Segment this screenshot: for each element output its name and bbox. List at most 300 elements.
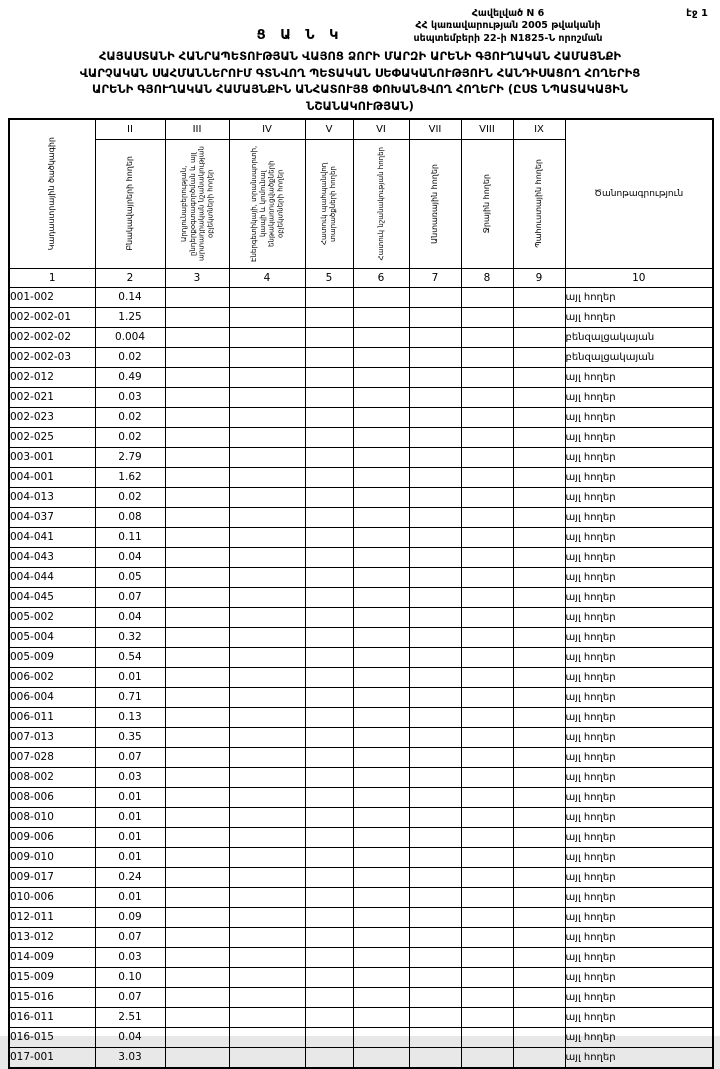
- empty-cell: [409, 407, 461, 427]
- empty-cell: [353, 907, 409, 927]
- empty-cell: [409, 887, 461, 907]
- empty-cell: [305, 387, 353, 407]
- empty-cell: [353, 387, 409, 407]
- header-cadastral-code: [9, 119, 95, 268]
- empty-cell: [513, 567, 565, 587]
- empty-cell: [229, 947, 305, 967]
- empty-cell: [229, 967, 305, 987]
- settlement-area-cell: 0.03: [95, 947, 165, 967]
- empty-cell: [165, 587, 229, 607]
- empty-cell: [513, 467, 565, 487]
- empty-cell: [165, 947, 229, 967]
- empty-cell: [409, 967, 461, 987]
- settlement-area-cell: 0.49: [95, 367, 165, 387]
- empty-cell: [409, 727, 461, 747]
- page-number: էջ 1: [686, 8, 708, 19]
- empty-cell: [353, 787, 409, 807]
- empty-cell: [513, 527, 565, 547]
- cadastral-code-cell: 010-006: [9, 887, 95, 907]
- empty-cell: [305, 287, 353, 307]
- land-transfer-table: [8, 118, 714, 1069]
- table-row: [9, 567, 713, 587]
- empty-cell: [229, 767, 305, 787]
- note-cell: այլ հողեր: [565, 427, 713, 447]
- empty-cell: [165, 867, 229, 887]
- note-cell: այլ հողեր: [565, 307, 713, 327]
- empty-cell: [461, 627, 513, 647]
- empty-cell: [409, 327, 461, 347]
- settlement-area-cell: 0.02: [95, 487, 165, 507]
- empty-cell: [353, 647, 409, 667]
- empty-cell: [461, 747, 513, 767]
- empty-cell: [461, 647, 513, 667]
- empty-cell: [513, 387, 565, 407]
- note-cell: այլ հողեր: [565, 1047, 713, 1068]
- cadastral-code-cell: 015-016: [9, 987, 95, 1007]
- empty-cell: [165, 487, 229, 507]
- empty-cell: [305, 447, 353, 467]
- table-row: [9, 867, 713, 887]
- note-cell: այլ հողեր: [565, 787, 713, 807]
- empty-cell: [165, 687, 229, 707]
- empty-cell: [229, 447, 305, 467]
- empty-cell: [229, 507, 305, 527]
- empty-cell: [409, 287, 461, 307]
- table-row: [9, 587, 713, 607]
- empty-cell: [305, 987, 353, 1007]
- note-cell: այլ հողեր: [565, 827, 713, 847]
- empty-cell: [513, 447, 565, 467]
- empty-cell: [305, 807, 353, 827]
- header-reserve-lands: Պահուստային հողեր: [513, 139, 565, 268]
- header-special-purpose-lands: Հատուկ նշանակության հողեր: [353, 139, 409, 268]
- cadastral-code-cell: 002-002-01: [9, 307, 95, 327]
- note-cell: այլ հողեր: [565, 867, 713, 887]
- empty-cell: [229, 747, 305, 767]
- note-cell: այլ հողեր: [565, 547, 713, 567]
- empty-cell: [513, 947, 565, 967]
- empty-cell: [305, 1027, 353, 1047]
- roman-numeral: IV: [229, 119, 305, 139]
- column-number: 8: [461, 268, 513, 287]
- empty-cell: [165, 707, 229, 727]
- empty-cell: [305, 527, 353, 547]
- empty-cell: [353, 407, 409, 427]
- table-row: [9, 307, 713, 327]
- settlement-area-cell: 0.14: [95, 287, 165, 307]
- settlement-area-cell: 0.02: [95, 347, 165, 367]
- note-cell: այլ հողեր: [565, 1027, 713, 1047]
- empty-cell: [409, 627, 461, 647]
- settlement-area-cell: 0.02: [95, 427, 165, 447]
- note-cell: այլ հողեր: [565, 447, 713, 467]
- settlement-area-cell: 2.51: [95, 1007, 165, 1027]
- empty-cell: [229, 927, 305, 947]
- empty-cell: [305, 487, 353, 507]
- empty-cell: [409, 567, 461, 587]
- table-row: [9, 387, 713, 407]
- cadastral-code-cell: 015-009: [9, 967, 95, 987]
- settlement-area-cell: 2.79: [95, 447, 165, 467]
- empty-cell: [229, 987, 305, 1007]
- empty-cell: [461, 1027, 513, 1047]
- table-row: [9, 847, 713, 867]
- empty-cell: [229, 367, 305, 387]
- note-cell: այլ հողեր: [565, 947, 713, 967]
- empty-cell: [353, 467, 409, 487]
- note-cell: այլ հողեր: [565, 747, 713, 767]
- empty-cell: [353, 727, 409, 747]
- cadastral-code-cell: 004-037: [9, 507, 95, 527]
- empty-cell: [165, 447, 229, 467]
- empty-cell: [513, 407, 565, 427]
- cadastral-code-cell: 004-043: [9, 547, 95, 567]
- empty-cell: [229, 307, 305, 327]
- empty-cell: [229, 1047, 305, 1068]
- empty-cell: [165, 607, 229, 627]
- empty-cell: [165, 387, 229, 407]
- table-row: [9, 887, 713, 907]
- note-cell: այլ հողեր: [565, 507, 713, 527]
- empty-cell: [513, 1027, 565, 1047]
- cadastral-code-cell: 012-011: [9, 907, 95, 927]
- empty-cell: [229, 627, 305, 647]
- empty-cell: [409, 1007, 461, 1027]
- note-cell: այլ հողեր: [565, 627, 713, 647]
- column-number: 9: [513, 268, 565, 287]
- note-cell: այլ հողեր: [565, 367, 713, 387]
- empty-cell: [513, 587, 565, 607]
- empty-cell: [165, 627, 229, 647]
- empty-cell: [165, 467, 229, 487]
- empty-cell: [409, 307, 461, 327]
- empty-cell: [461, 807, 513, 827]
- empty-cell: [409, 487, 461, 507]
- empty-cell: [229, 587, 305, 607]
- empty-cell: [461, 607, 513, 627]
- empty-cell: [305, 927, 353, 947]
- settlement-area-cell: 0.05: [95, 567, 165, 587]
- header-industrial-lands: Արդյունաբերության, ընդերքօգտագործման և այլ արտադրական նշանակության օբյեկտների հողեր: [165, 139, 229, 268]
- empty-cell: [409, 687, 461, 707]
- empty-cell: [229, 1007, 305, 1027]
- empty-cell: [353, 707, 409, 727]
- empty-cell: [229, 407, 305, 427]
- table-row: [9, 967, 713, 987]
- empty-cell: [461, 1047, 513, 1068]
- empty-cell: [513, 667, 565, 687]
- empty-cell: [305, 507, 353, 527]
- empty-cell: [409, 867, 461, 887]
- settlement-area-cell: 0.32: [95, 627, 165, 647]
- empty-cell: [165, 987, 229, 1007]
- empty-cell: [305, 427, 353, 447]
- header-settlement-lands: Բնակավայրերի հողեր: [95, 139, 165, 268]
- empty-cell: [305, 1047, 353, 1068]
- empty-cell: [513, 487, 565, 507]
- empty-cell: [305, 567, 353, 587]
- cadastral-code-cell: 007-013: [9, 727, 95, 747]
- empty-cell: [353, 287, 409, 307]
- roman-numeral: VIII: [461, 119, 513, 139]
- header-forest-lands: Անտառային հողեր: [409, 139, 461, 268]
- empty-cell: [305, 327, 353, 347]
- empty-cell: [305, 467, 353, 487]
- empty-cell: [305, 607, 353, 627]
- column-number: 10: [565, 268, 713, 287]
- empty-cell: [513, 507, 565, 527]
- empty-cell: [229, 727, 305, 747]
- empty-cell: [513, 827, 565, 847]
- empty-cell: [305, 767, 353, 787]
- cadastral-code-cell: 005-004: [9, 627, 95, 647]
- empty-cell: [229, 387, 305, 407]
- empty-cell: [513, 747, 565, 767]
- empty-cell: [353, 627, 409, 647]
- title-line: ՀԱՅԱՍՏԱՆԻ ՀԱՆՐԱՊԵՏՈՒԹՅԱՆ ՎԱՅՈՑ ՁՈՐԻ ՄԱՐԶԻ ԱՐԵՆԻ ԳՅՈՒՂԱԿԱՆ ՀԱՄԱՅՆՔԻ: [98, 49, 622, 63]
- note-cell: այլ հողեր: [565, 907, 713, 927]
- settlement-area-cell: 0.01: [95, 847, 165, 867]
- note-cell: բենզալցակայան: [565, 327, 713, 347]
- column-number-row: [9, 268, 713, 287]
- table-row: [9, 727, 713, 747]
- settlement-area-cell: 0.04: [95, 607, 165, 627]
- empty-cell: [165, 427, 229, 447]
- settlement-area-cell: 0.01: [95, 827, 165, 847]
- empty-cell: [353, 827, 409, 847]
- cadastral-code-cell: 002-012: [9, 367, 95, 387]
- empty-cell: [461, 487, 513, 507]
- empty-cell: [461, 427, 513, 447]
- empty-cell: [305, 407, 353, 427]
- column-number: 6: [353, 268, 409, 287]
- empty-cell: [353, 887, 409, 907]
- empty-cell: [165, 347, 229, 367]
- empty-cell: [409, 767, 461, 787]
- settlement-area-cell: 0.13: [95, 707, 165, 727]
- empty-cell: [461, 507, 513, 527]
- cadastral-code-cell: 001-002: [9, 287, 95, 307]
- title-line: ՎԱՐՉԱԿԱՆ ՍԱՀՄԱՆՆԵՐՈՒՄ ԳՏՆՎՈՂ ՊԵՏԱԿԱՆ ՍԵՓԱԿԱՆՈՒԹՅՈՒՆ ՀԱՆԴԻՍԱՑՈՂ ՀՈՂԵՐԻՑ: [79, 65, 641, 80]
- note-cell: այլ հողեր: [565, 487, 713, 507]
- empty-cell: [409, 427, 461, 447]
- table-row: [9, 447, 713, 467]
- empty-cell: [305, 747, 353, 767]
- header-note: Ծանոթագրություն: [565, 119, 713, 268]
- table-row: [9, 467, 713, 487]
- settlement-area-cell: 3.03: [95, 1047, 165, 1068]
- note-cell: այլ հողեր: [565, 987, 713, 1007]
- empty-cell: [513, 347, 565, 367]
- appendix-line: սեպտեմբերի 22-ի N1825-Ն որոշման: [413, 32, 603, 44]
- empty-cell: [461, 367, 513, 387]
- empty-cell: [409, 607, 461, 627]
- empty-cell: [165, 287, 229, 307]
- empty-cell: [409, 947, 461, 967]
- cadastral-code-cell: 009-006: [9, 827, 95, 847]
- empty-cell: [229, 1027, 305, 1047]
- empty-cell: [353, 747, 409, 767]
- document-header: [8, 6, 712, 118]
- empty-cell: [305, 547, 353, 567]
- empty-cell: [165, 407, 229, 427]
- settlement-area-cell: 0.07: [95, 987, 165, 1007]
- settlement-area-cell: 0.11: [95, 527, 165, 547]
- cadastral-code-cell: 003-001: [9, 447, 95, 467]
- empty-cell: [461, 687, 513, 707]
- empty-cell: [353, 487, 409, 507]
- note-cell: այլ հողեր: [565, 767, 713, 787]
- note-cell: այլ հողեր: [565, 807, 713, 827]
- empty-cell: [229, 907, 305, 927]
- empty-cell: [165, 567, 229, 587]
- empty-cell: [229, 567, 305, 587]
- note-cell: այլ հողեր: [565, 607, 713, 627]
- empty-cell: [353, 1027, 409, 1047]
- empty-cell: [165, 727, 229, 747]
- empty-cell: [513, 627, 565, 647]
- cadastral-code-cell: 009-010: [9, 847, 95, 867]
- cadastral-code-cell: 014-009: [9, 947, 95, 967]
- empty-cell: [513, 687, 565, 707]
- note-cell: այլ հողեր: [565, 707, 713, 727]
- empty-cell: [229, 787, 305, 807]
- empty-cell: [353, 1047, 409, 1068]
- table-row: [9, 707, 713, 727]
- roman-numeral: VII: [409, 119, 461, 139]
- empty-cell: [165, 827, 229, 847]
- empty-cell: [305, 347, 353, 367]
- title-line: ՆՇԱՆԱԿՈՒԹՅԱՆ): [306, 99, 414, 114]
- empty-cell: [165, 367, 229, 387]
- cadastral-code-cell: 013-012: [9, 927, 95, 947]
- table-row: [9, 747, 713, 767]
- empty-cell: [513, 647, 565, 667]
- empty-cell: [165, 667, 229, 687]
- table-row: [9, 647, 713, 667]
- empty-cell: [409, 707, 461, 727]
- note-cell: այլ հողեր: [565, 647, 713, 667]
- empty-cell: [305, 967, 353, 987]
- empty-cell: [409, 1027, 461, 1047]
- roman-numeral: II: [95, 119, 165, 139]
- empty-cell: [461, 667, 513, 687]
- settlement-area-cell: 0.10: [95, 967, 165, 987]
- empty-cell: [409, 447, 461, 467]
- empty-cell: [461, 347, 513, 367]
- settlement-area-cell: 1.25: [95, 307, 165, 327]
- cadastral-code-cell: 004-045: [9, 587, 95, 607]
- note-cell: այլ հողեր: [565, 567, 713, 587]
- cadastral-code-cell: 006-002: [9, 667, 95, 687]
- title-line: ԱՐԵՆԻ ԳՅՈՒՂԱԿԱՆ ՀԱՄԱՅՆՔԻՆ ԱՆՀԱՏՈՒՅՑ ՓՈԽԱՆՑՎՈՂ ՀՈՂԵՐԻ (ԸՍՏ ՆՊԱՏԱԿԱՅԻՆ: [92, 82, 628, 97]
- empty-cell: [409, 987, 461, 1007]
- empty-cell: [513, 607, 565, 627]
- settlement-area-cell: 0.71: [95, 687, 165, 707]
- empty-cell: [353, 667, 409, 687]
- empty-cell: [353, 587, 409, 607]
- empty-cell: [165, 847, 229, 867]
- empty-cell: [461, 1007, 513, 1027]
- list-heading: Ց Ա Ն Կ: [256, 28, 344, 43]
- empty-cell: [461, 947, 513, 967]
- empty-cell: [461, 287, 513, 307]
- empty-cell: [165, 547, 229, 567]
- cadastral-code-cell: 004-044: [9, 567, 95, 587]
- empty-cell: [513, 727, 565, 747]
- empty-cell: [513, 987, 565, 1007]
- column-number: 3: [165, 268, 229, 287]
- empty-cell: [229, 827, 305, 847]
- empty-cell: [409, 827, 461, 847]
- empty-cell: [461, 827, 513, 847]
- empty-cell: [229, 867, 305, 887]
- empty-cell: [165, 507, 229, 527]
- empty-cell: [409, 787, 461, 807]
- cadastral-code-cell: 009-017: [9, 867, 95, 887]
- empty-cell: [409, 347, 461, 367]
- empty-cell: [229, 667, 305, 687]
- settlement-area-cell: 0.04: [95, 1027, 165, 1047]
- empty-cell: [461, 447, 513, 467]
- empty-cell: [229, 807, 305, 827]
- empty-cell: [229, 847, 305, 867]
- empty-cell: [409, 907, 461, 927]
- note-cell: այլ հողեր: [565, 927, 713, 947]
- empty-cell: [513, 847, 565, 867]
- empty-cell: [229, 547, 305, 567]
- settlement-area-cell: 0.01: [95, 887, 165, 907]
- empty-cell: [305, 1007, 353, 1027]
- empty-cell: [513, 367, 565, 387]
- table-row: [9, 787, 713, 807]
- roman-numeral: IX: [513, 119, 565, 139]
- note-cell: այլ հողեր: [565, 527, 713, 547]
- empty-cell: [409, 647, 461, 667]
- empty-cell: [461, 567, 513, 587]
- empty-cell: [409, 587, 461, 607]
- note-cell: այլ հողեր: [565, 467, 713, 487]
- empty-cell: [353, 867, 409, 887]
- settlement-area-cell: 0.01: [95, 807, 165, 827]
- empty-cell: [305, 647, 353, 667]
- header-energy-transport-lands: Էներգետիկայի, տրանսպորտի, կապի և կոմունալ ենթակառուցվածքների օբյեկտների հողեր: [229, 139, 305, 268]
- empty-cell: [461, 907, 513, 927]
- empty-cell: [461, 987, 513, 1007]
- empty-cell: [353, 567, 409, 587]
- empty-cell: [461, 787, 513, 807]
- settlement-area-cell: 0.24: [95, 867, 165, 887]
- empty-cell: [409, 507, 461, 527]
- empty-cell: [165, 907, 229, 927]
- empty-cell: [461, 467, 513, 487]
- empty-cell: [165, 527, 229, 547]
- roman-numeral: III: [165, 119, 229, 139]
- empty-cell: [353, 507, 409, 527]
- cadastral-code-cell: 008-006: [9, 787, 95, 807]
- settlement-area-cell: 0.09: [95, 907, 165, 927]
- empty-cell: [305, 947, 353, 967]
- empty-cell: [353, 427, 409, 447]
- table-row: [9, 667, 713, 687]
- empty-cell: [513, 1007, 565, 1027]
- roman-numeral-row: [9, 119, 713, 139]
- table-body: [9, 287, 713, 1068]
- empty-cell: [513, 887, 565, 907]
- table-row: [9, 927, 713, 947]
- empty-cell: [409, 547, 461, 567]
- empty-cell: [165, 927, 229, 947]
